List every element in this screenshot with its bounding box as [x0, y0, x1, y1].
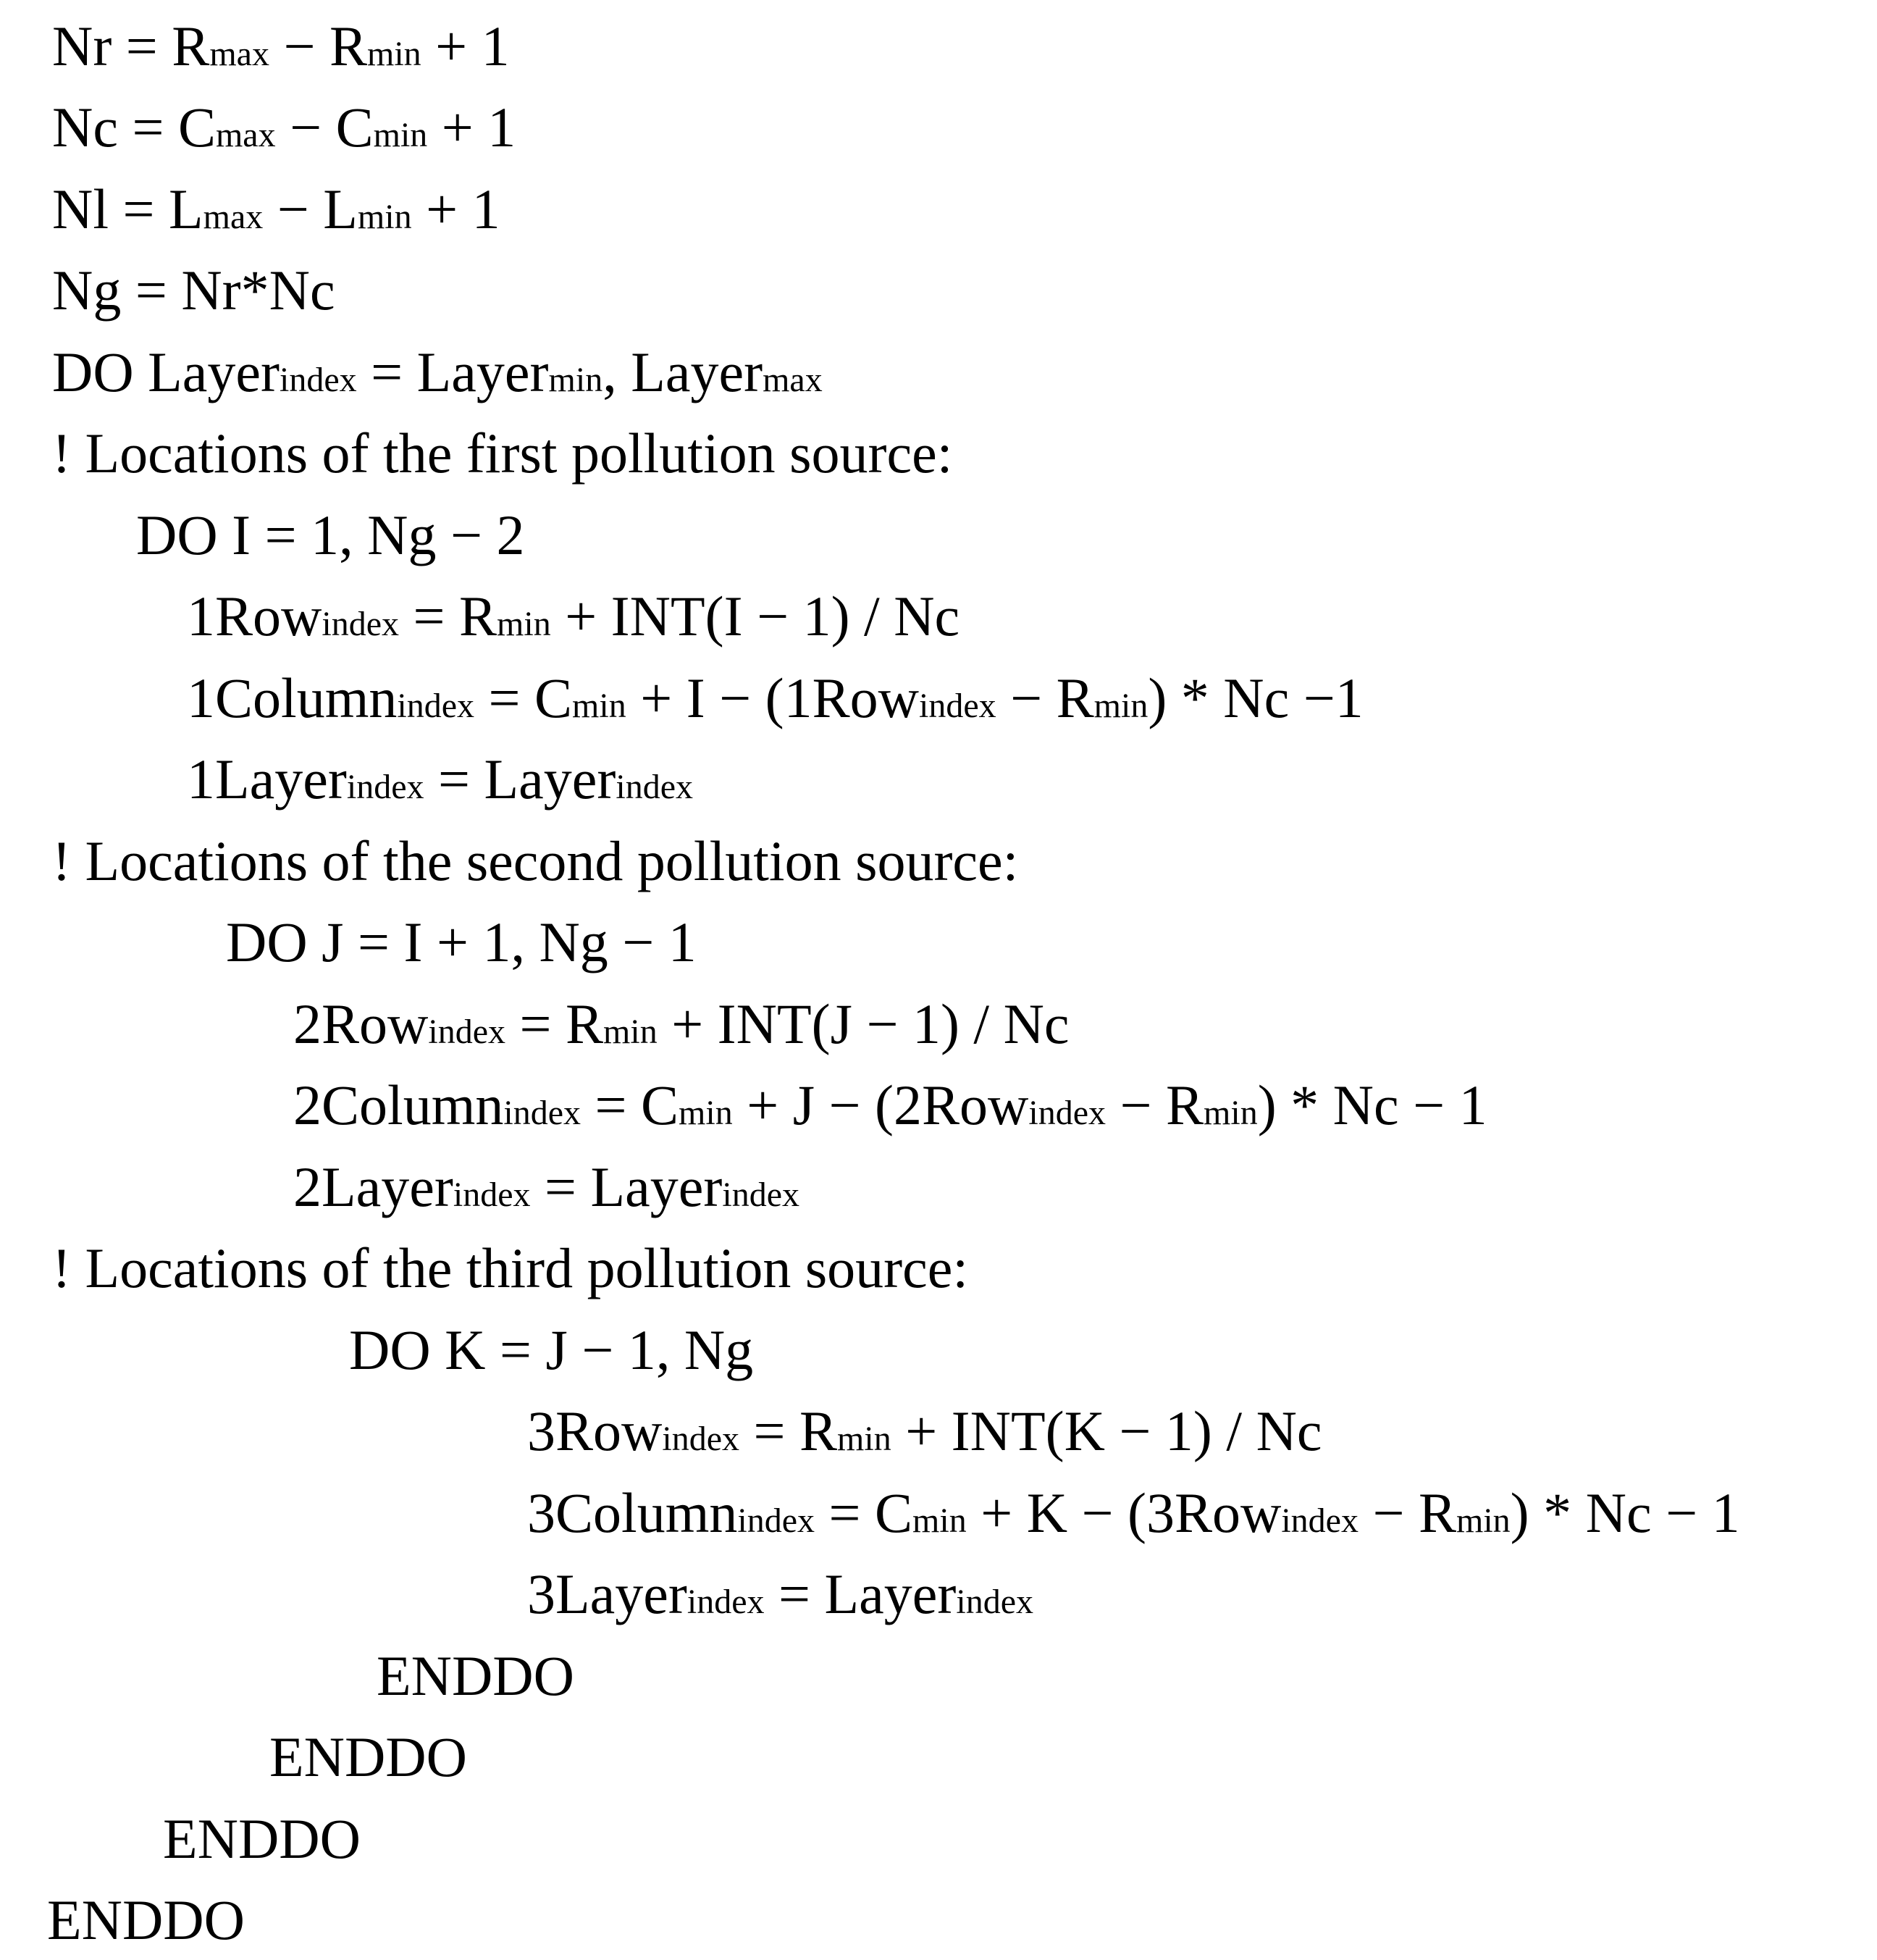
- subscript: min: [1093, 687, 1149, 725]
- subscript: index: [737, 1502, 815, 1540]
- code-line: [293, 992, 1070, 1055]
- code-line: [349, 1318, 754, 1381]
- subscript: index: [1281, 1502, 1359, 1540]
- code-text: = Layer: [424, 747, 616, 811]
- code-text: Ng = Nr*Nc: [52, 259, 335, 322]
- subscript: min: [679, 1094, 733, 1132]
- code-text: DO J = I + 1, Ng − 1: [226, 910, 697, 973]
- code-text: − R: [269, 14, 367, 78]
- comment-line: [52, 1236, 969, 1299]
- subscript: index: [280, 361, 357, 399]
- code-text: 2Row: [293, 992, 429, 1055]
- code-line: [293, 1073, 1487, 1136]
- code-text: ENDDO: [47, 1888, 245, 1951]
- subscript: max: [209, 35, 269, 73]
- subscript: min: [912, 1502, 967, 1540]
- code-text: , Layer: [602, 340, 763, 403]
- code-text: 3Row: [527, 1399, 663, 1462]
- code-line: [52, 96, 516, 159]
- code-line: [187, 585, 960, 648]
- code-line: [293, 1155, 800, 1218]
- subscript: index: [503, 1094, 581, 1132]
- code-text: 1Layer: [187, 747, 347, 811]
- code-text: = R: [399, 585, 497, 648]
- code-text: 3Column: [527, 1481, 738, 1544]
- code-line: [187, 666, 1364, 729]
- code-line: [527, 1562, 1034, 1625]
- subscript: index: [322, 605, 399, 643]
- code-text: + 1: [411, 177, 500, 240]
- enddo-line: [163, 1807, 361, 1870]
- code-text: DO Layer: [52, 340, 280, 403]
- code-text: ENDDO: [163, 1807, 361, 1870]
- enddo-line: [269, 1725, 467, 1788]
- subscript: min: [837, 1420, 891, 1458]
- subscript: max: [763, 361, 823, 399]
- code-line: [527, 1399, 1322, 1462]
- subscript: index: [956, 1583, 1034, 1621]
- code-text: + 1: [427, 96, 516, 159]
- code-text: DO I = 1, Ng − 2: [136, 503, 525, 566]
- subscript: index: [428, 1013, 505, 1051]
- subscript: index: [453, 1176, 531, 1214]
- code-text: + I − (1Row: [626, 666, 919, 729]
- code-text: ) * Nc − 1: [1257, 1073, 1487, 1136]
- code-text: Nr = R: [52, 14, 210, 78]
- code-text: + J − (2Row: [732, 1073, 1029, 1136]
- code-text: ! Locations of the third pollution source:: [52, 1236, 969, 1299]
- code-text: ! Locations of the first pollution source:: [52, 422, 953, 485]
- subscript: max: [203, 198, 264, 236]
- code-text: + INT(J − 1) / Nc: [657, 992, 1070, 1055]
- code-line: [527, 1481, 1740, 1544]
- code-text: − L: [263, 177, 358, 240]
- code-text: = C: [815, 1481, 913, 1544]
- code-line: [52, 14, 510, 78]
- code-text: + 1: [421, 14, 510, 78]
- subscript: index: [1028, 1094, 1107, 1132]
- subscript: max: [215, 116, 276, 154]
- code-text: = R: [505, 992, 604, 1055]
- code-text: = C: [581, 1073, 679, 1136]
- code-text: ) * Nc − 1: [1510, 1481, 1740, 1544]
- code-text: − R: [1106, 1073, 1204, 1136]
- subscript: min: [357, 198, 412, 236]
- code-text: ENDDO: [269, 1725, 467, 1788]
- comment-line: [52, 829, 1019, 892]
- subscript: index: [722, 1176, 800, 1214]
- code-line: [52, 177, 500, 240]
- code-text: − R: [996, 666, 1094, 729]
- code-text: 1Column: [187, 666, 398, 729]
- subscript: index: [686, 1583, 765, 1621]
- code-line: [226, 910, 697, 973]
- code-text: 2Layer: [293, 1155, 453, 1218]
- subscript: min: [572, 687, 626, 725]
- subscript: min: [1456, 1502, 1511, 1540]
- code-text: ! Locations of the second pollution source:: [52, 829, 1019, 892]
- subscript: index: [397, 687, 475, 725]
- subscript: min: [373, 116, 428, 154]
- subscript: index: [346, 768, 424, 806]
- code-text: 3Layer: [527, 1562, 687, 1625]
- code-text: = Layer: [530, 1155, 723, 1218]
- code-text: 1Row: [187, 585, 322, 648]
- comment-line: [52, 422, 953, 485]
- enddo-line: [47, 1888, 245, 1951]
- code-text: ) * Nc −1: [1148, 666, 1364, 729]
- code-text: + INT(I − 1) / Nc: [550, 585, 960, 648]
- code-text: = Layer: [764, 1562, 957, 1625]
- code-text: + INT(K − 1) / Nc: [891, 1399, 1322, 1462]
- code-text: 2Column: [293, 1073, 504, 1136]
- code-text: Nc = C: [52, 96, 216, 159]
- code-line: [52, 340, 823, 403]
- subscript: min: [497, 605, 551, 643]
- code-text: Nl = L: [52, 177, 203, 240]
- subscript: min: [548, 361, 603, 399]
- code-line: [52, 259, 335, 322]
- enddo-line: [377, 1644, 574, 1707]
- code-text: = C: [474, 666, 573, 729]
- subscript: index: [662, 1420, 739, 1458]
- code-text: ENDDO: [377, 1644, 574, 1707]
- code-text: − C: [275, 96, 374, 159]
- code-line: [136, 503, 525, 566]
- subscript: index: [919, 687, 996, 725]
- subscript: min: [366, 35, 421, 73]
- subscript: min: [603, 1013, 658, 1051]
- subscript: min: [1204, 1094, 1258, 1132]
- code-line: [187, 747, 694, 811]
- code-text: + K − (3Row: [966, 1481, 1282, 1544]
- code-text: − R: [1358, 1481, 1456, 1544]
- subscript: index: [616, 768, 694, 806]
- code-text: = Layer: [356, 340, 549, 403]
- code-text: = R: [739, 1399, 838, 1462]
- code-text: DO K = J − 1, Ng: [349, 1318, 754, 1381]
